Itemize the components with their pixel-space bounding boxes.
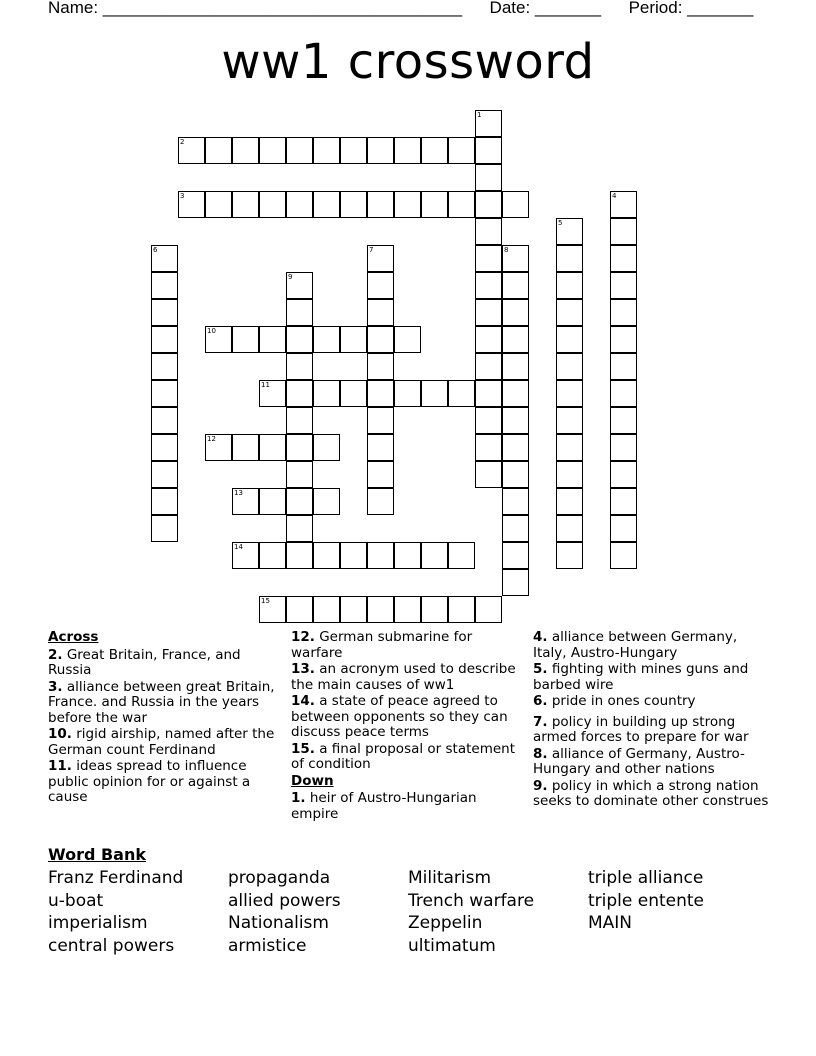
crossword-cell[interactable] (502, 272, 529, 299)
crossword-cell[interactable] (556, 461, 583, 488)
crossword-cell[interactable] (286, 326, 313, 353)
crossword-cell[interactable] (448, 596, 475, 623)
crossword-cell[interactable] (421, 380, 448, 407)
crossword-cell[interactable] (448, 542, 475, 569)
crossword-cell[interactable] (178, 191, 205, 218)
crossword-cell[interactable] (502, 488, 529, 515)
word-bank-item: allied powers (228, 891, 341, 911)
clue-down-6: 6. pride in ones country (533, 693, 696, 709)
crossword-cell[interactable] (259, 434, 286, 461)
crossword-cell[interactable] (475, 191, 502, 218)
clue-down-8: 8. alliance of Germany, Austro-Hungary and other nations (533, 745, 745, 777)
crossword-cell[interactable] (205, 191, 232, 218)
crossword-cell[interactable] (610, 191, 637, 218)
crossword-cell[interactable] (394, 380, 421, 407)
word-bank-item: ultimatum (408, 936, 496, 956)
crossword-cell[interactable] (151, 272, 178, 299)
clue-number-label: 8 (504, 246, 509, 254)
crossword-cell[interactable] (475, 137, 502, 164)
crossword-cell[interactable] (151, 434, 178, 461)
crossword-cell[interactable] (151, 326, 178, 353)
crossword-cell[interactable] (556, 542, 583, 569)
crossword-cell[interactable] (367, 542, 394, 569)
crossword-cell[interactable] (610, 353, 637, 380)
crossword-cell[interactable] (502, 326, 529, 353)
crossword-cell[interactable] (232, 488, 259, 515)
word-bank-item: armistice (228, 936, 307, 956)
word-bank-item: Nationalism (228, 913, 329, 933)
clue-down-1: 1. heir of Austro-Hungarian empire (291, 790, 477, 822)
crossword-cell[interactable] (475, 434, 502, 461)
crossword-cell[interactable] (286, 434, 313, 461)
crossword-cell[interactable] (367, 299, 394, 326)
crossword-cell[interactable] (151, 407, 178, 434)
crossword-cell[interactable] (475, 299, 502, 326)
crossword-cell[interactable] (502, 245, 529, 272)
crossword-cell[interactable] (259, 326, 286, 353)
crossword-cell[interactable] (610, 245, 637, 272)
crossword-cell[interactable] (286, 407, 313, 434)
crossword-cell[interactable] (502, 191, 529, 218)
crossword-cell[interactable] (610, 272, 637, 299)
crossword-cell[interactable] (556, 434, 583, 461)
crossword-cell[interactable] (232, 434, 259, 461)
crossword-cell[interactable] (394, 542, 421, 569)
crossword-cell[interactable] (502, 380, 529, 407)
crossword-cell[interactable] (286, 380, 313, 407)
clue-number-label: 4 (612, 192, 617, 200)
crossword-cell[interactable] (475, 596, 502, 623)
word-bank-item: imperialism (48, 913, 148, 933)
crossword-cell[interactable] (286, 272, 313, 299)
clue-across-2: 2. Great Britain, France, and Russia (48, 646, 241, 678)
word-bank-item: central powers (48, 936, 175, 956)
clue-number-label: 3 (180, 192, 185, 200)
crossword-cell[interactable] (313, 596, 340, 623)
word-bank-item: triple alliance (588, 868, 704, 888)
crossword-cell[interactable] (421, 542, 448, 569)
crossword-cell[interactable] (151, 245, 178, 272)
clue-number-label: 12 (207, 435, 216, 443)
clue-down-4: 4. alliance between Germany, Italy, Austro-Hungary (533, 629, 738, 661)
crossword-cell[interactable] (286, 353, 313, 380)
word-bank-item: MAIN (588, 913, 633, 933)
crossword-cell[interactable] (232, 326, 259, 353)
crossword-cell[interactable] (394, 137, 421, 164)
crossword-cell[interactable] (232, 137, 259, 164)
clue-across-3: 3. alliance between great Britain, France. and Russia in the years before the war (48, 678, 275, 726)
crossword-cell[interactable] (151, 380, 178, 407)
crossword-cell[interactable] (340, 596, 367, 623)
crossword-cell[interactable] (313, 191, 340, 218)
crossword-cell[interactable] (286, 137, 313, 164)
crossword-cell[interactable] (313, 434, 340, 461)
crossword-cell[interactable] (367, 191, 394, 218)
crossword-cell[interactable] (556, 488, 583, 515)
clues-column-1 (48, 630, 284, 807)
crossword-cell[interactable] (610, 461, 637, 488)
clue-across-14: 14. a state of peace agreed to between opponents so they can discuss peace terms (291, 693, 508, 740)
crossword-cell[interactable] (286, 596, 313, 623)
crossword-cell[interactable] (610, 380, 637, 407)
clue-across-15: 15. a final proposal or statement of condition (291, 740, 516, 772)
crossword-cell[interactable] (313, 137, 340, 164)
crossword-cell[interactable] (448, 191, 475, 218)
crossword-cell[interactable] (313, 380, 340, 407)
crossword-cell[interactable] (610, 434, 637, 461)
crossword-cell[interactable] (556, 245, 583, 272)
clue-number-label: 2 (180, 138, 185, 146)
clue-number-label: 7 (369, 246, 374, 254)
crossword-cell[interactable] (367, 461, 394, 488)
crossword-cell[interactable] (502, 461, 529, 488)
crossword-cell[interactable] (475, 461, 502, 488)
crossword-cell[interactable] (367, 407, 394, 434)
crossword-cell[interactable] (232, 191, 259, 218)
crossword-cell[interactable] (610, 326, 637, 353)
crossword-cell[interactable] (502, 407, 529, 434)
clue-number-label: 14 (234, 543, 243, 551)
clue-down-9: 9. policy in which a strong nation seeks to dominate other construes (533, 777, 769, 809)
crossword-cell[interactable] (367, 272, 394, 299)
clue-number-label: 1 (477, 111, 482, 119)
clue-down-5: 5. fighting with mines guns and barbed wire (533, 661, 749, 693)
crossword-cell[interactable] (286, 542, 313, 569)
clues-column-3 (533, 630, 773, 811)
crossword-cell[interactable] (394, 191, 421, 218)
crossword-cell[interactable] (205, 137, 232, 164)
crossword-cell[interactable] (151, 488, 178, 515)
crossword-cell[interactable] (475, 380, 502, 407)
crossword-cell[interactable] (340, 326, 367, 353)
crossword-cell[interactable] (286, 299, 313, 326)
crossword-cell[interactable] (421, 137, 448, 164)
crossword-cell[interactable] (421, 596, 448, 623)
crossword-cell[interactable] (367, 245, 394, 272)
crossword-cell[interactable] (556, 326, 583, 353)
crossword-cell[interactable] (556, 353, 583, 380)
crossword-cell[interactable] (448, 137, 475, 164)
word-bank-item: triple entente (588, 891, 705, 911)
crossword-cell[interactable] (286, 515, 313, 542)
crossword-cell[interactable] (610, 407, 637, 434)
crossword-cell[interactable] (286, 488, 313, 515)
crossword-cell[interactable] (502, 542, 529, 569)
crossword-cell[interactable] (286, 461, 313, 488)
crossword-cell[interactable] (313, 542, 340, 569)
clue-number-label: 6 (153, 246, 158, 254)
clue-number-label: 5 (558, 219, 563, 227)
crossword-cell[interactable] (556, 218, 583, 245)
word-bank-item: u-boat (48, 891, 104, 911)
crossword-cell[interactable] (205, 326, 232, 353)
crossword-cell[interactable] (556, 299, 583, 326)
crossword-cell[interactable] (286, 191, 313, 218)
crossword-cell[interactable] (367, 137, 394, 164)
crossword-cell[interactable] (475, 110, 502, 137)
clue-number-label: 13 (234, 489, 243, 497)
word-bank-item: Zeppelin (408, 913, 483, 933)
crossword-cell[interactable] (502, 434, 529, 461)
crossword-cell[interactable] (340, 191, 367, 218)
crossword-cell[interactable] (367, 434, 394, 461)
crossword-cell[interactable] (475, 245, 502, 272)
crossword-cell[interactable] (475, 407, 502, 434)
crossword-cell[interactable] (475, 326, 502, 353)
crossword-cell[interactable] (178, 137, 205, 164)
clue-across-12: 12. German submarine for warfare (291, 629, 473, 661)
crossword-cell[interactable] (367, 353, 394, 380)
clue-number-label: 10 (207, 327, 216, 335)
crossword-cell[interactable] (610, 542, 637, 569)
period-field[interactable]: Period: _______ (628, 0, 754, 17)
crossword-cell[interactable] (610, 299, 637, 326)
word-bank-title: Word Bank (48, 845, 147, 864)
crossword-cell[interactable] (205, 434, 232, 461)
crossword-cell[interactable] (610, 515, 637, 542)
word-bank-item: Franz Ferdinand (48, 868, 184, 888)
crossword-cell[interactable] (556, 515, 583, 542)
crossword-cell[interactable] (340, 380, 367, 407)
crossword-cell[interactable] (259, 596, 286, 623)
crossword-cell[interactable] (610, 488, 637, 515)
crossword-cell[interactable] (502, 299, 529, 326)
clue-number-label: 9 (288, 273, 293, 281)
crossword-cell[interactable] (556, 380, 583, 407)
clue-number-label: 15 (261, 597, 270, 605)
word-bank-item: Trench warfare (408, 891, 535, 911)
crossword-cell[interactable] (502, 569, 529, 596)
crossword-cell[interactable] (502, 515, 529, 542)
crossword-cell[interactable] (259, 488, 286, 515)
down-heading: Down (291, 772, 334, 789)
crossword-cell[interactable] (340, 137, 367, 164)
page-title: ww1 crossword (221, 34, 595, 90)
name-field[interactable]: Name: ______________________________________ (48, 0, 463, 17)
crossword-cell[interactable] (367, 380, 394, 407)
crossword-cell[interactable] (367, 326, 394, 353)
crossword-cell[interactable] (475, 272, 502, 299)
crossword-cell[interactable] (502, 353, 529, 380)
date-field[interactable]: Date: _______ (489, 0, 602, 17)
crossword-cell[interactable] (340, 542, 367, 569)
crossword-cell[interactable] (259, 137, 286, 164)
across-heading: Across (48, 629, 99, 645)
crossword-cell[interactable] (151, 353, 178, 380)
crossword-cell[interactable] (610, 218, 637, 245)
crossword-cell[interactable] (394, 326, 421, 353)
crossword-cell[interactable] (367, 596, 394, 623)
clue-across-13: 13. an acronym used to describe the main causes of ww1 (291, 661, 516, 693)
crossword-cell[interactable] (556, 407, 583, 434)
crossword-cell[interactable] (151, 461, 178, 488)
crossword-cell[interactable] (421, 191, 448, 218)
crossword-cell[interactable] (556, 272, 583, 299)
crossword-cell[interactable] (151, 515, 178, 542)
crossword-cell[interactable] (232, 542, 259, 569)
crossword-cell[interactable] (259, 380, 286, 407)
crossword-cell[interactable] (259, 542, 286, 569)
clue-down-7: 7. policy in building up strong armed forces to prepare for war (533, 713, 749, 745)
crossword-cell[interactable] (448, 380, 475, 407)
crossword-cell[interactable] (475, 164, 502, 191)
clue-number-label: 11 (261, 381, 270, 389)
word-bank-item: propaganda (228, 868, 331, 888)
word-bank-item: Militarism (408, 868, 492, 888)
crossword-cell[interactable] (394, 596, 421, 623)
crossword-cell[interactable] (151, 299, 178, 326)
crossword-cell[interactable] (313, 488, 340, 515)
crossword-cell[interactable] (259, 191, 286, 218)
clue-across-11: 11. ideas spread to influence public opinion for or against a cause (48, 758, 251, 805)
crossword-cell[interactable] (475, 353, 502, 380)
clues-column-2 (291, 630, 525, 823)
crossword-cell[interactable] (367, 488, 394, 515)
crossword-cell[interactable] (313, 326, 340, 353)
crossword-cell[interactable] (475, 218, 502, 245)
clue-across-10: 10. rigid airship, named after the German count Ferdinand (48, 726, 275, 758)
